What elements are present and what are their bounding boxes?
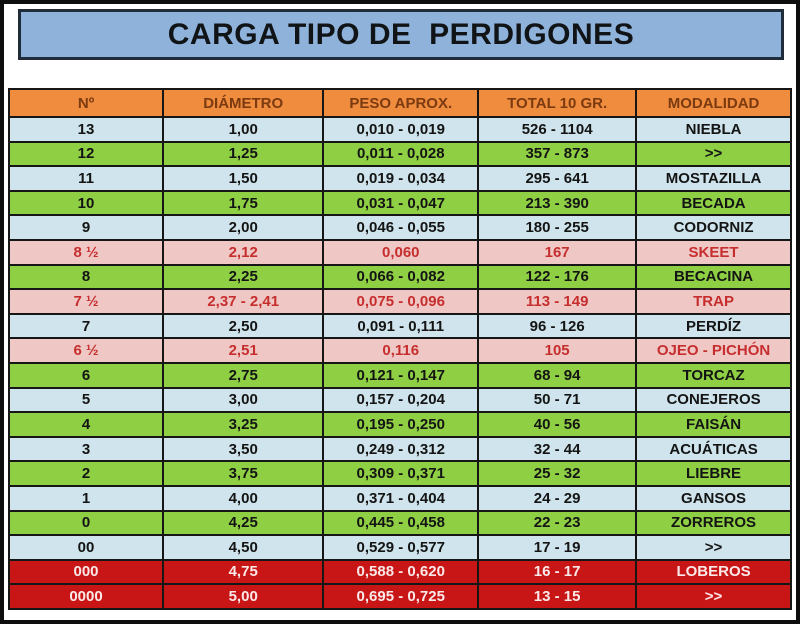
cell-peso: 0,121 - 0,147 bbox=[323, 363, 478, 388]
cell-peso: 0,309 - 0,371 bbox=[323, 461, 478, 486]
cell-total: 40 - 56 bbox=[478, 412, 636, 437]
table-row bbox=[9, 437, 791, 462]
cell-total: 357 - 873 bbox=[478, 142, 636, 167]
cell-modalidad: >> bbox=[636, 142, 791, 167]
cell-total: 113 - 149 bbox=[478, 289, 636, 314]
cell-modalidad: >> bbox=[636, 584, 791, 609]
cell-diametro: 4,75 bbox=[163, 560, 323, 585]
cell-numero: 3 bbox=[9, 437, 163, 462]
cell-total: 17 - 19 bbox=[478, 535, 636, 560]
header-row bbox=[9, 89, 791, 117]
cell-modalidad: SKEET bbox=[636, 240, 791, 265]
table-row bbox=[9, 412, 791, 437]
cell-diametro: 2,12 bbox=[163, 240, 323, 265]
table-row bbox=[9, 363, 791, 388]
cell-modalidad: OJEO - PICHÓN bbox=[636, 338, 791, 363]
table-row bbox=[9, 240, 791, 265]
cell-diametro: 2,37 - 2,41 bbox=[163, 289, 323, 314]
page-title: CARGA TIPO DE PERDIGONES bbox=[167, 17, 635, 51]
cell-peso: 0,695 - 0,725 bbox=[323, 584, 478, 609]
cell-peso: 0,010 - 0,019 bbox=[323, 117, 478, 142]
cell-modalidad: CODORNIZ bbox=[636, 215, 791, 240]
cell-numero: 6 bbox=[9, 363, 163, 388]
cell-diametro: 1,75 bbox=[163, 191, 323, 216]
cell-diametro: 3,00 bbox=[163, 388, 323, 413]
cell-modalidad: BECADA bbox=[636, 191, 791, 216]
column-header: TOTAL 10 GR. bbox=[478, 89, 636, 117]
cell-numero: 10 bbox=[9, 191, 163, 216]
cell-peso: 0,066 - 0,082 bbox=[323, 265, 478, 290]
cell-modalidad: ACUÁTICAS bbox=[636, 437, 791, 462]
table-row bbox=[9, 486, 791, 511]
cell-numero: 13 bbox=[9, 117, 163, 142]
cell-numero: 6 ½ bbox=[9, 338, 163, 363]
cell-total: 122 - 176 bbox=[478, 265, 636, 290]
cell-peso: 0,529 - 0,577 bbox=[323, 535, 478, 560]
cell-peso: 0,371 - 0,404 bbox=[323, 486, 478, 511]
cell-total: 167 bbox=[478, 240, 636, 265]
cell-diametro: 2,00 bbox=[163, 215, 323, 240]
cell-diametro: 2,25 bbox=[163, 265, 323, 290]
cell-numero: 12 bbox=[9, 142, 163, 167]
cell-numero: 000 bbox=[9, 560, 163, 585]
cell-numero: 5 bbox=[9, 388, 163, 413]
cell-diametro: 4,00 bbox=[163, 486, 323, 511]
cell-numero: 2 bbox=[9, 461, 163, 486]
cell-numero: 8 ½ bbox=[9, 240, 163, 265]
cell-modalidad: PERDÍZ bbox=[636, 314, 791, 339]
cell-peso: 0,031 - 0,047 bbox=[323, 191, 478, 216]
table-row bbox=[9, 215, 791, 240]
table-row bbox=[9, 338, 791, 363]
cell-numero: 00 bbox=[9, 535, 163, 560]
cell-modalidad: BECACINA bbox=[636, 265, 791, 290]
table-row bbox=[9, 584, 791, 609]
cell-modalidad: CONEJEROS bbox=[636, 388, 791, 413]
cell-diametro: 3,25 bbox=[163, 412, 323, 437]
column-header: DIÁMETRO bbox=[163, 89, 323, 117]
cell-total: 295 - 641 bbox=[478, 166, 636, 191]
table-row bbox=[9, 191, 791, 216]
cell-modalidad: ZORREROS bbox=[636, 511, 791, 536]
table-row bbox=[9, 289, 791, 314]
cell-peso: 0,157 - 0,204 bbox=[323, 388, 478, 413]
cell-diametro: 5,00 bbox=[163, 584, 323, 609]
cell-peso: 0,249 - 0,312 bbox=[323, 437, 478, 462]
cell-peso: 0,046 - 0,055 bbox=[323, 215, 478, 240]
cell-total: 16 - 17 bbox=[478, 560, 636, 585]
cell-modalidad: TRAP bbox=[636, 289, 791, 314]
cell-modalidad: TORCAZ bbox=[636, 363, 791, 388]
cell-diametro: 3,75 bbox=[163, 461, 323, 486]
cell-total: 32 - 44 bbox=[478, 437, 636, 462]
table-row bbox=[9, 142, 791, 167]
cell-modalidad: GANSOS bbox=[636, 486, 791, 511]
table-header bbox=[9, 89, 791, 117]
cell-modalidad: LOBEROS bbox=[636, 560, 791, 585]
cell-peso: 0,091 - 0,111 bbox=[323, 314, 478, 339]
cell-total: 68 - 94 bbox=[478, 363, 636, 388]
cell-diametro: 1,25 bbox=[163, 142, 323, 167]
cell-modalidad: NIEBLA bbox=[636, 117, 791, 142]
cell-total: 25 - 32 bbox=[478, 461, 636, 486]
table-row bbox=[9, 117, 791, 142]
cell-diametro: 1,00 bbox=[163, 117, 323, 142]
cell-diametro: 4,50 bbox=[163, 535, 323, 560]
cell-total: 96 - 126 bbox=[478, 314, 636, 339]
cell-peso: 0,019 - 0,034 bbox=[323, 166, 478, 191]
cell-total: 213 - 390 bbox=[478, 191, 636, 216]
table-row bbox=[9, 166, 791, 191]
cell-diametro: 4,25 bbox=[163, 511, 323, 536]
cell-peso: 0,195 - 0,250 bbox=[323, 412, 478, 437]
cell-numero: 0 bbox=[9, 511, 163, 536]
cell-total: 180 - 255 bbox=[478, 215, 636, 240]
cell-peso: 0,075 - 0,096 bbox=[323, 289, 478, 314]
cell-numero: 4 bbox=[9, 412, 163, 437]
cell-diametro: 2,50 bbox=[163, 314, 323, 339]
cell-total: 22 - 23 bbox=[478, 511, 636, 536]
cell-numero: 1 bbox=[9, 486, 163, 511]
cell-diametro: 2,75 bbox=[163, 363, 323, 388]
cell-numero: 0000 bbox=[9, 584, 163, 609]
cell-total: 526 - 1104 bbox=[478, 117, 636, 142]
table-row bbox=[9, 388, 791, 413]
cell-modalidad: MOSTAZILLA bbox=[636, 166, 791, 191]
cell-total: 13 - 15 bbox=[478, 584, 636, 609]
cell-modalidad: FAISÁN bbox=[636, 412, 791, 437]
table-row bbox=[9, 535, 791, 560]
cell-modalidad: >> bbox=[636, 535, 791, 560]
cell-peso: 0,011 - 0,028 bbox=[323, 142, 478, 167]
table-row bbox=[9, 511, 791, 536]
cell-numero: 7 bbox=[9, 314, 163, 339]
column-header: Nº bbox=[9, 89, 163, 117]
cell-diametro: 3,50 bbox=[163, 437, 323, 462]
column-header: PESO APROX. bbox=[323, 89, 478, 117]
table-row bbox=[9, 314, 791, 339]
cell-peso: 0,060 bbox=[323, 240, 478, 265]
cell-peso: 0,116 bbox=[323, 338, 478, 363]
cell-peso: 0,588 - 0,620 bbox=[323, 560, 478, 585]
cell-diametro: 1,50 bbox=[163, 166, 323, 191]
column-header: MODALIDAD bbox=[636, 89, 791, 117]
table-row bbox=[9, 560, 791, 585]
cell-numero: 11 bbox=[9, 166, 163, 191]
table-row bbox=[9, 461, 791, 486]
table-row bbox=[9, 265, 791, 290]
cell-total: 105 bbox=[478, 338, 636, 363]
cell-modalidad: LIEBRE bbox=[636, 461, 791, 486]
cell-numero: 9 bbox=[9, 215, 163, 240]
cell-diametro: 2,51 bbox=[163, 338, 323, 363]
title-banner bbox=[18, 9, 784, 60]
pellet-table bbox=[8, 88, 792, 610]
cell-total: 50 - 71 bbox=[478, 388, 636, 413]
cell-numero: 7 ½ bbox=[9, 289, 163, 314]
cell-numero: 8 bbox=[9, 265, 163, 290]
cell-peso: 0,445 - 0,458 bbox=[323, 511, 478, 536]
cell-total: 24 - 29 bbox=[478, 486, 636, 511]
table-body bbox=[9, 117, 791, 609]
